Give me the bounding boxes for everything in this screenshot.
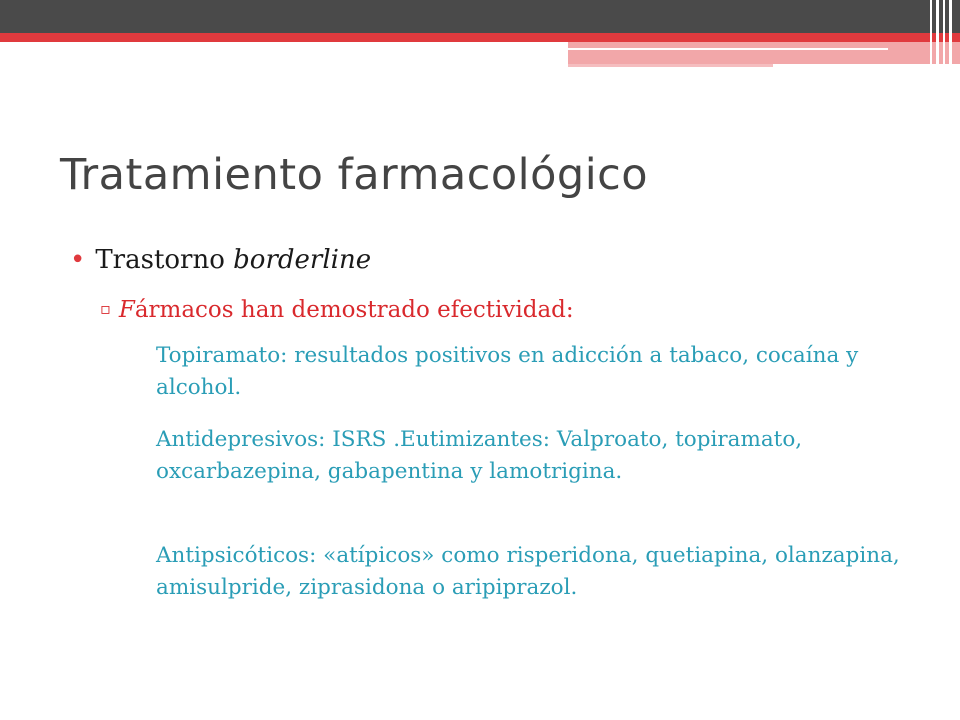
bullet-level3-text: Topiramato: resultados positivos en adicción a tabaco, cocaína y alcohol. [156,343,859,400]
header-pink-underline [568,64,773,67]
bullet-level3-item [134,540,926,604]
header-dark-bar [0,0,960,33]
header-pink-bar [568,42,960,64]
bullet-square-icon: ▫ [100,299,111,318]
header-vertical-stripes [926,0,960,64]
bullet-level2-first-letter: F [118,297,135,323]
bullet-level2-text: ármacos han demostrado efectividad: [134,297,574,323]
slide-title: Tratamiento farmacológico [60,150,649,200]
bullet-level1-text: Trastorno [95,245,234,275]
bullet-level2 [100,294,574,325]
header-red-bar [0,33,960,42]
bullet-level3-text: Antidepresivos: ISRS .Eutimizantes: Valproato, topiramato, oxcarbazepina, gabapentina y lamotrigina. [156,427,803,484]
bullet-level3-text: Antipsicóticos: «atípicos» como risperidona, quetiapina, olanzapina, amisulpride, ziprasidona o aripiprazol. [156,543,900,600]
bullet-level1 [70,244,371,276]
bullet-level3-item [134,340,926,404]
bullet-level3-item [134,424,926,488]
header-white-line [568,48,888,50]
bullet-dot-icon: • [70,245,86,275]
bullet-level1-emphasis: borderline [233,245,372,275]
